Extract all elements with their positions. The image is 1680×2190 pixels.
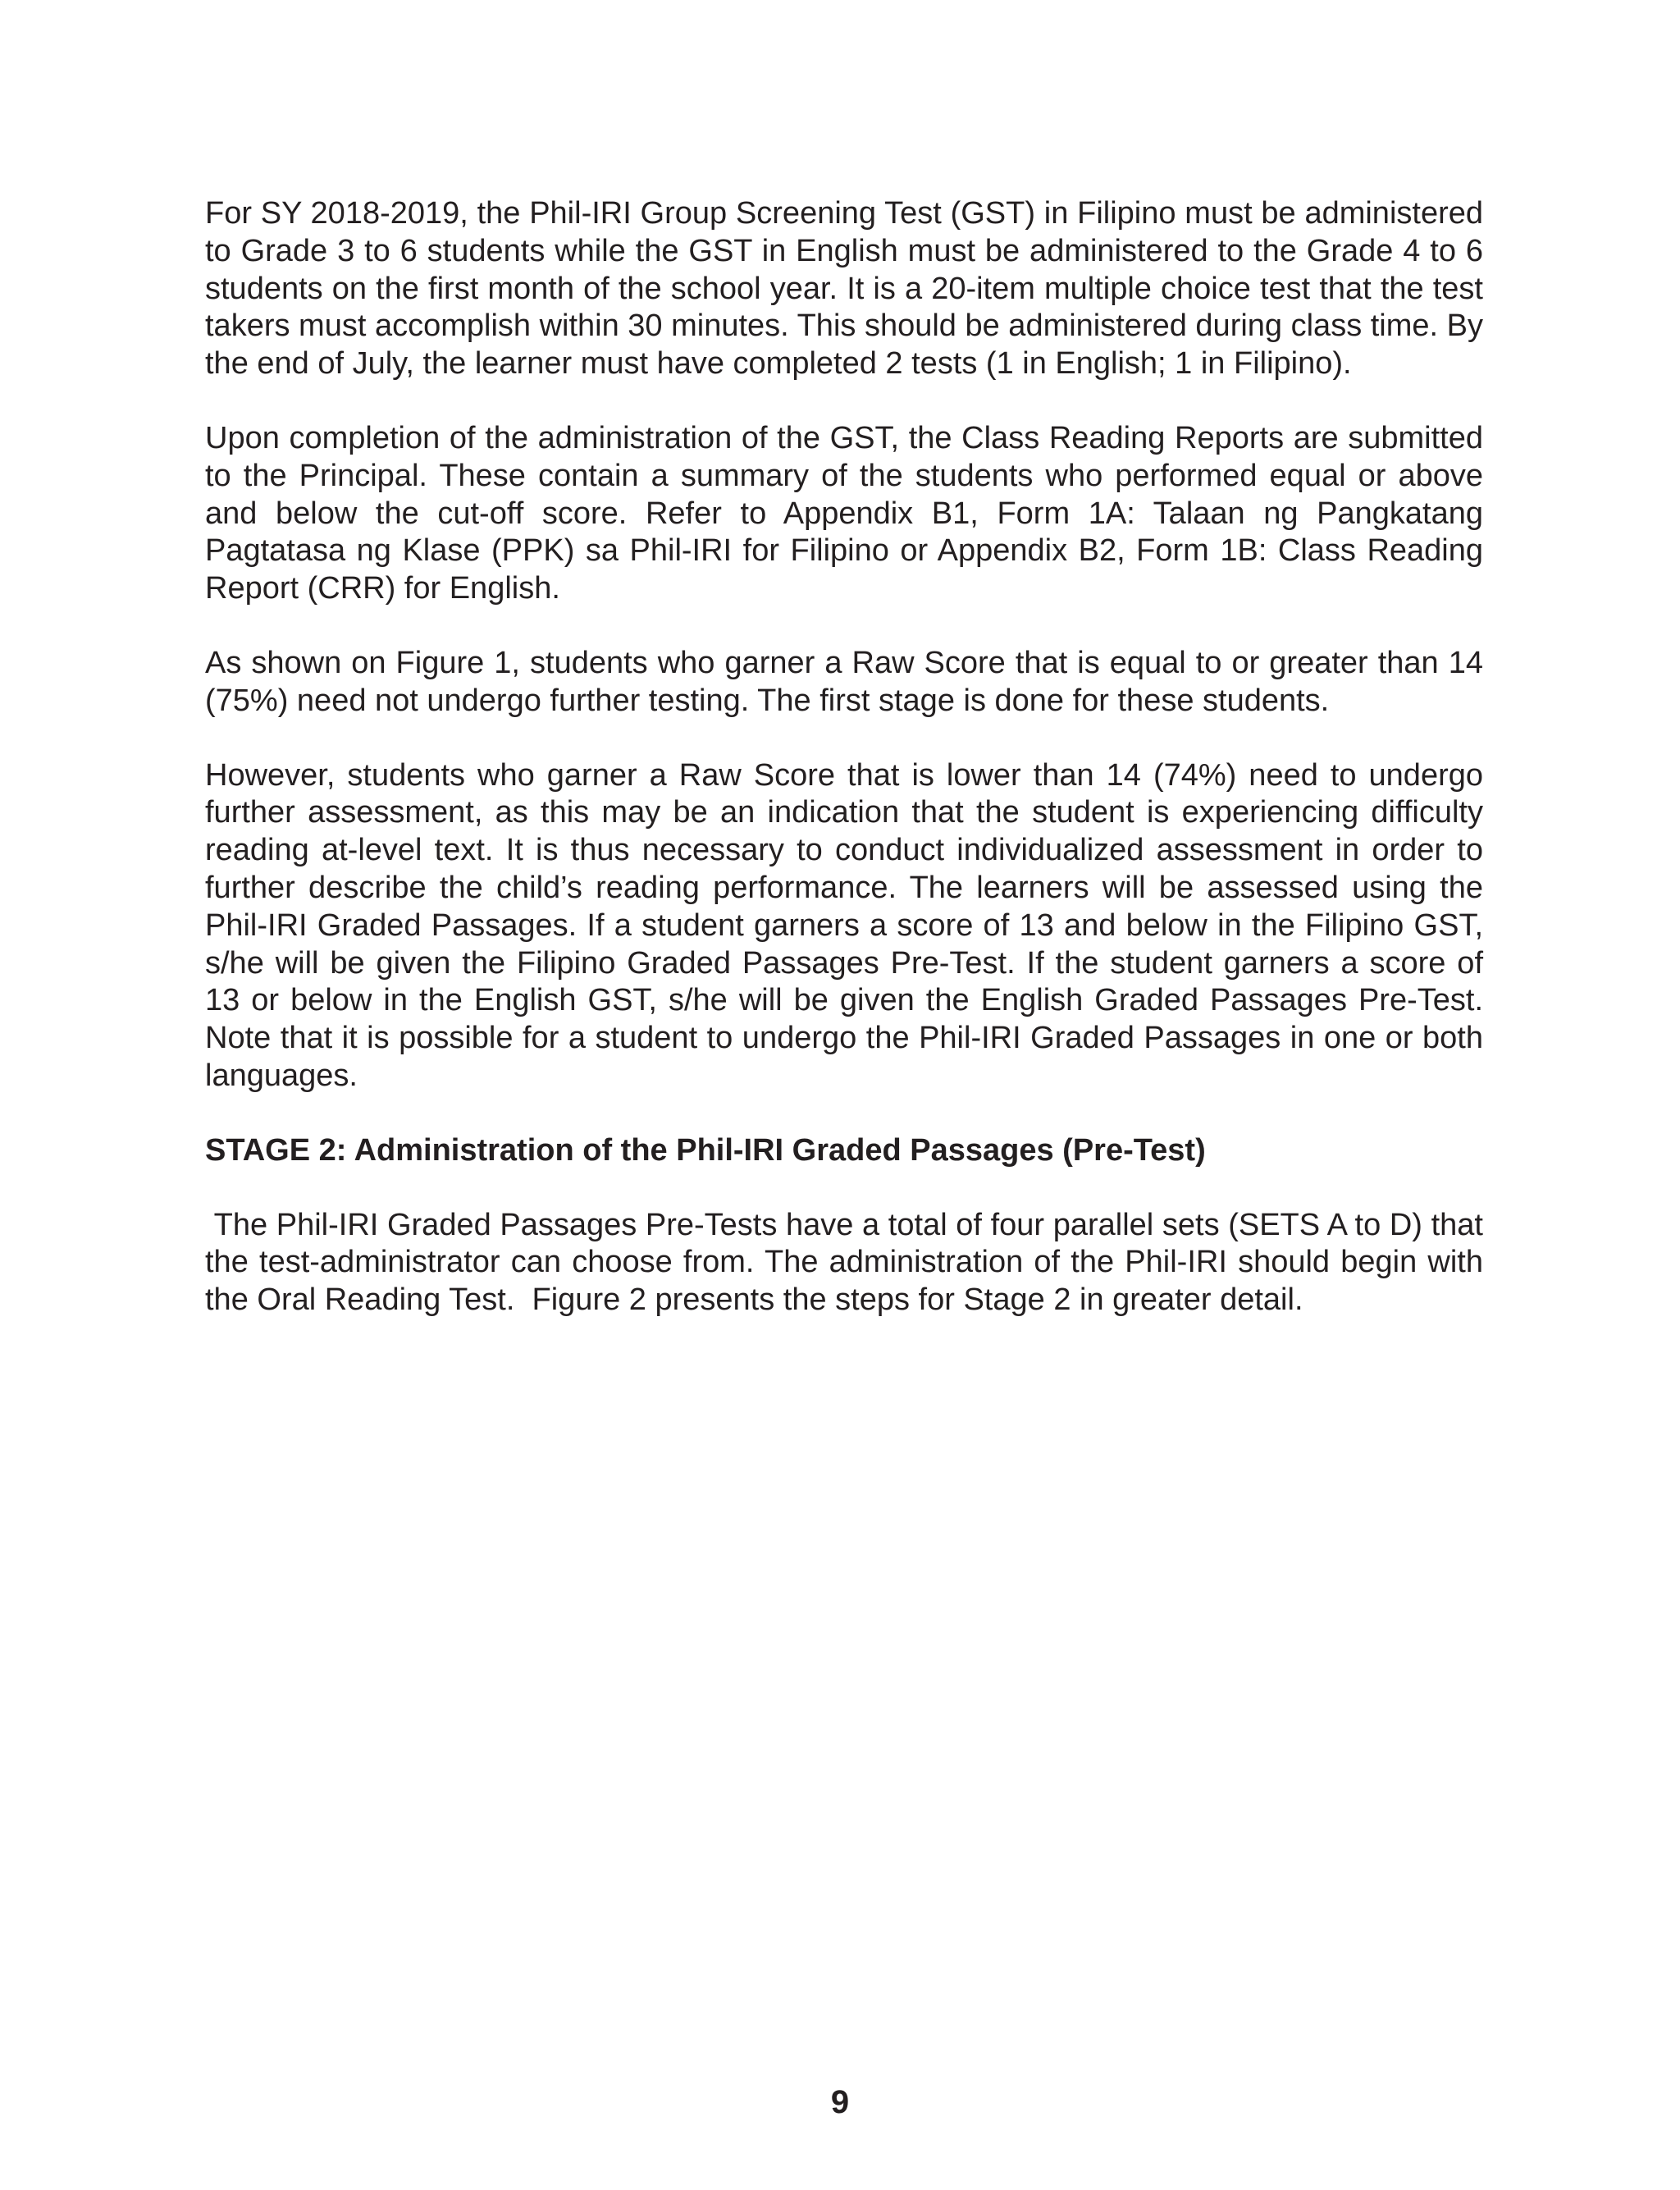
page-body <box>205 195 1492 1356</box>
paragraph-further-assessment: However, students who garner a Raw Score that is lower than 14 (74%) need to undergo further assessment, as this may be an indication that the student is experiencing difficulty reading at-level text. It is thus necessary to conduct individualized assessment in order to further describe the child’s reading performance. The learners will be assessed using the Phil-IRI Graded Passages. If a student garners a score of 13 and below in the Filipino GST, s/he will be given the Filipino Graded Passages Pre-Test. If the student garners a score of 13 or below in the English GST, s/he will be given the English Graded Passages Pre-Test. Note that it is possible for a student to undergo the Phil-IRI Graded Passages in one or both languages. <box>205 757 1483 1093</box>
paragraph-gst-schedule: For SY 2018-2019, the Phil-IRI Group Screening Test (GST) in Filipino must be administered to Grade 3 to 6 students while the GST in English must be administered to the Grade 4 to 6 students on the first month of the school year. It is a 20-item multiple choice test that the test takers must accomplish within 30 minutes. This should be administered during class time. By the end of July, the learner must have completed 2 tests (1 in English; 1 in Filipino). <box>205 196 1483 382</box>
stage-2-heading: STAGE 2: Administration of the Phil-IRI Graded Passages (Pre-Test) <box>205 1132 1206 1168</box>
paragraph-stage-2: The Phil-IRI Graded Passages Pre-Tests have a total of four parallel sets (SETS A to D) that the test-administrator can choose from. The administration of the Phil-IRI should begin with the Oral Reading Test. Figure 2 presents the steps for Stage 2 in greater detail. <box>205 1207 1492 1318</box>
page-number: 9 <box>830 2084 850 2120</box>
paragraph-figure-1-cutoff: As shown on Figure 1, students who garner a Raw Score that is equal to or greater than 14 (75%) need not undergo further testing. The first stage is done for these students. <box>205 645 1483 718</box>
paragraph-class-reading-reports: Upon completion of the administration of the GST, the Class Reading Reports are submitted to the Principal. These contain a summary of the students who performed equal or above and below the cut-off score. Refer to Appendix B1, Form 1A: Talaan ng Pangkatang Pagtatasa ng Klase (PPK) sa Phil-IRI for Filipino or Appendix B2, Form 1B: Class Reading Report (CRR) for English. <box>205 420 1483 606</box>
